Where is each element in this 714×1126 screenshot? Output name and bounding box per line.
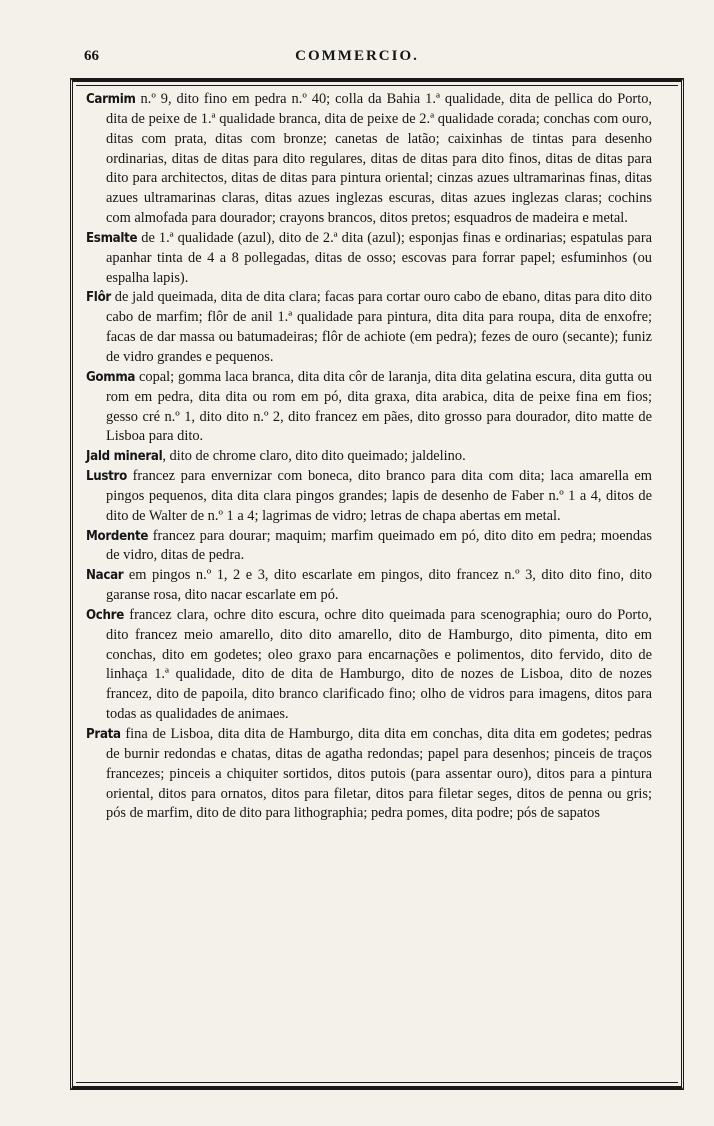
entry-term: Nacar bbox=[86, 568, 124, 584]
entry-flor bbox=[86, 288, 652, 367]
page-number: 66 bbox=[84, 48, 99, 64]
entry-text: de jald queimada, dita de dita clara; facas para cortar ouro cabo de ebano, ditas para dito dito cabo de marfim; flôr de anil 1.ª qualidade para pintura, dita dita para roupa, dita de enxofre; facas de dar massa ou batumadeiras; flôr de achiote (em pedra); fezes de ouro (secante); funiz de vidro grandes e pequenos. bbox=[106, 289, 652, 365]
entry-text: francez clara, ochre dito escura, ochre dito queimada para scenographia; ouro do Porto, dito francez meio amarello, dito dito amarello, dito de Hamburgo, dito pimenta, dito em conchas, dito em godetes; oleo graxo para encarnações e polimentos, dito fervido, dito de linhaça 1.ª qualidade, dito de dita de Hamburgo, dito de nozes de Lisboa, dito de nozes francez, dito de papoila, dito branco clarificado fino; olho de vidros para imagens, ditos para todas as qualidades de animaes. bbox=[106, 606, 652, 723]
entry-text: francez para dourar; maquim; marfim queimado em pó, dito dito em pedra; moendas de vidro, ditas de pedra. bbox=[106, 527, 652, 564]
running-head: COMMERCIO. bbox=[295, 48, 419, 64]
entry-term: Flôr bbox=[86, 290, 111, 306]
entry-term: Jald mineral bbox=[86, 449, 163, 465]
entry-term: Carmim bbox=[86, 92, 136, 107]
entry-text: de 1.ª qualidade (azul), dito de 2.ª dita (azul); esponjas finas e ordinarias; espatulas para apanhar tinta de 4 a 8 pollegadas, ditas de osso; escovas para forrar papel; esfuminhos (ou espalha lapis). bbox=[106, 229, 652, 286]
entry-esmalte bbox=[86, 229, 652, 289]
entry-text: fina de Lisboa, dita dita de Hamburgo, dita dita em conchas, dita dita em godetes; pedras de burnir redondas e chatas, ditas de agatha redondas; papel para desenhos; pinceis de traços francezes; pinceis a chiquiter sortidos, ditos putois (para assentar ouro), ditos para a pintura oriental, ditos para ornatos, ditos para filetar, ditos para filetar seges, ditos de penna ou gris; pós de marfim, dito de dito para lithographia; pedra pomes, dita podre; pós de sapatos bbox=[106, 726, 652, 822]
entry-text: em pingos n.º 1, 2 e 3, dito escarlate em pingos, dito francez n.º 3, dito dito fino, dito garanse rosa, dito nacar escarlate em pó. bbox=[106, 567, 652, 604]
entry-text: francez para envernizar com boneca, dito branco para dita com dita; laca amarella em pingos pequenos, dita dita clara pingos grandes; lapis de desenho de Faber n.º 1 a 4, ditos de dito de Walter de n.º 1 a 4; lagrimas de vidro; letras de chapa abertas em metal. bbox=[106, 468, 652, 524]
entry-jald-mineral bbox=[86, 447, 652, 467]
entry-term: Gomma bbox=[86, 369, 136, 385]
entry-text: copal; gomma laca branca, dita dita côr de laranja, dita dita gelatina escura, dita gutta ou rom em pedra, dita dita ou rom em pó, dita graxa, dita arabica, dita de peixe fina em fios; gesso cré n.º 1, dito dito n.º 2, dito francez em pães, dito grosso para dourador, dito matte de Lisboa para dito. bbox=[106, 368, 652, 445]
entry-term: Esmalte bbox=[86, 230, 138, 246]
entry-term: Ochre bbox=[86, 607, 124, 623]
entry-term: Lustro bbox=[86, 469, 127, 485]
entry-lustro bbox=[86, 467, 652, 527]
entry-carmim bbox=[86, 90, 652, 229]
entry-mordente bbox=[86, 527, 652, 567]
catalog-body bbox=[86, 90, 652, 824]
entry-text: , dito de chrome claro, dito dito queimado; jaldelino. bbox=[162, 448, 466, 465]
entry-gomma bbox=[86, 368, 652, 447]
entry-nacar bbox=[86, 566, 652, 606]
entry-term: Mordente bbox=[86, 528, 149, 544]
entry-ochre bbox=[86, 606, 652, 725]
entry-prata bbox=[86, 725, 652, 824]
entry-text: n.º 9, dito fino em pedra n.º 40; colla da Bahia 1.ª qualidade, dita de pellica do Porto, dita de peixe de 1.ª qualidade branca, dita de peixe de 2.ª qualidade corada; conchas com ouro, ditas com prata, ditas com bronze; canetas de latão; caixinhas de tintas para desenho ordinarias, ditas de ditas para dito regulares, ditas de ditas para dito finos, ditas de ditas para dito para architectos, ditas de ditas para pintura oriental; cinzas azues ultramarinas finas, ditas azues ultramarinas claras, ditas azues inglezas escuras, ditas azues inglezas claras; cochins com almofada para dourador; crayons brancos, ditos pretos; esquadros de madeira e metal. bbox=[106, 91, 652, 227]
entry-term: Prata bbox=[86, 727, 121, 742]
